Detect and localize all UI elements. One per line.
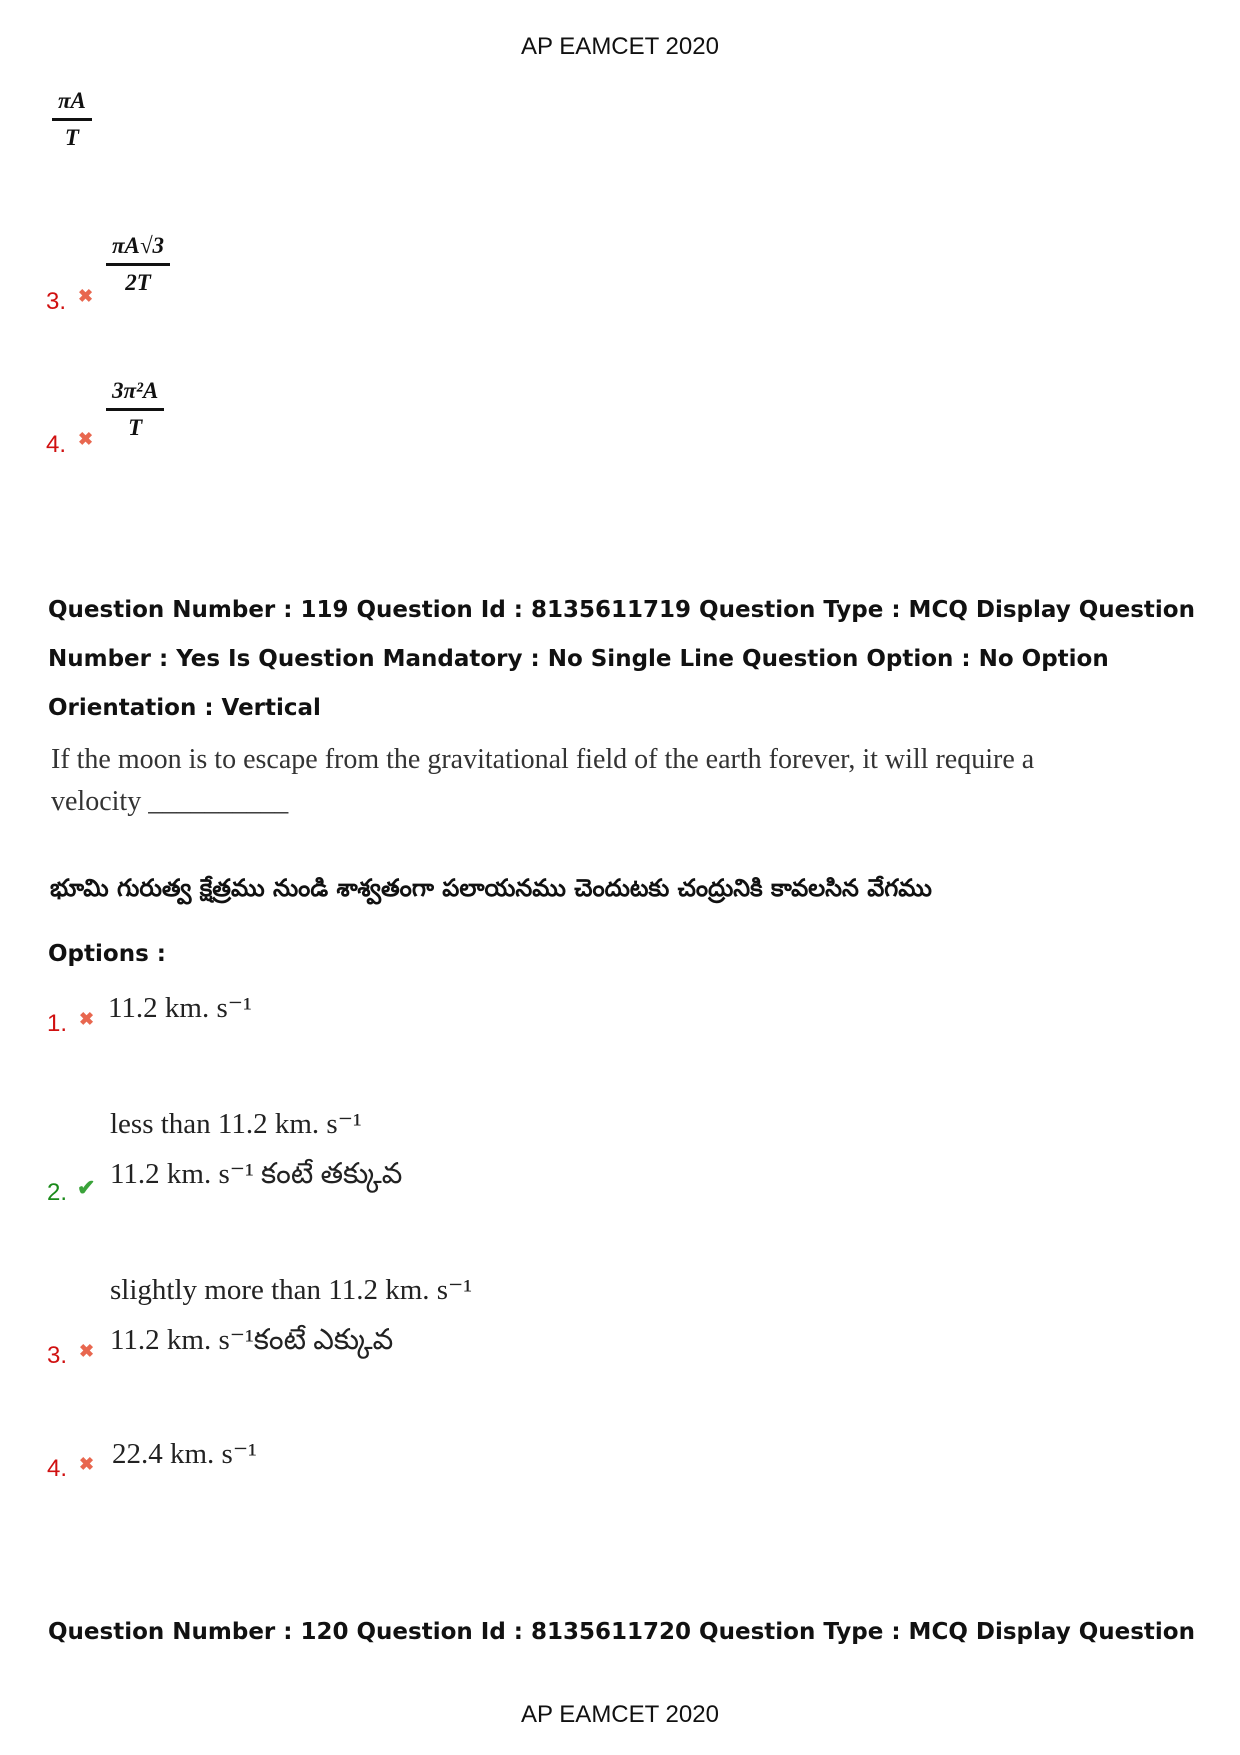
option-label: 4.	[47, 1455, 68, 1482]
option-fraction	[106, 233, 170, 296]
denominator: T	[128, 415, 143, 440]
cross-icon: ✖	[79, 1454, 95, 1474]
options-heading: Options :	[48, 941, 166, 967]
cross-icon: ✖	[78, 286, 94, 306]
numerator: πA	[52, 88, 92, 121]
question-meta-line: Orientation : Vertical	[48, 695, 321, 721]
question-meta-line: Question Number : 119 Question Id : 8135611719 Question Type : MCQ Display Question	[48, 597, 1195, 623]
option-text: less than 11.2 km. s⁻¹	[110, 1108, 362, 1140]
option-label: 4.	[46, 431, 67, 458]
option-label: 3.	[47, 1342, 68, 1369]
question-text-english: velocity __________	[51, 786, 289, 817]
check-icon: ✔	[77, 1175, 96, 1200]
cross-icon: ✖	[79, 1009, 95, 1029]
option-text-telugu: 11.2 km. s⁻¹కంటే ఎక్కువ	[110, 1324, 394, 1356]
option-text-telugu: 11.2 km. s⁻¹ కంటే తక్కువ	[110, 1158, 403, 1190]
cross-icon: ✖	[78, 429, 94, 449]
question-meta-line: Number : Yes Is Question Mandatory : No Single Line Question Option : No Option	[48, 646, 1109, 672]
question-text-telugu: భూమి గురుత్వ క్షేత్రము నుండి శాశ్వతంగా పలాయనము చెందుటకు చంద్రునికి కావలసిన వేగము	[50, 874, 932, 902]
page-footer: AP EAMCET 2020	[521, 1701, 719, 1728]
option-text: 11.2 km. s⁻¹	[108, 992, 252, 1024]
option-label: 2.	[47, 1179, 68, 1206]
cross-icon: ✖	[79, 1341, 95, 1361]
option-text: 22.4 km. s⁻¹	[112, 1438, 257, 1470]
option-text: slightly more than 11.2 km. s⁻¹	[110, 1274, 473, 1306]
option-fraction	[52, 88, 92, 151]
option-label: 3.	[46, 288, 67, 315]
option-label: 1.	[47, 1010, 68, 1037]
numerator: 3π²A	[106, 378, 164, 411]
numerator: πA√3	[106, 233, 170, 266]
denominator: T	[64, 125, 79, 150]
denominator: 2T	[125, 270, 151, 295]
question-meta-line: Question Number : 120 Question Id : 8135611720 Question Type : MCQ Display Question	[48, 1619, 1195, 1645]
page-header: AP EAMCET 2020	[521, 33, 719, 60]
option-fraction	[106, 378, 164, 441]
question-text-english: If the moon is to escape from the gravitational field of the earth forever, it will require a	[51, 744, 1035, 775]
